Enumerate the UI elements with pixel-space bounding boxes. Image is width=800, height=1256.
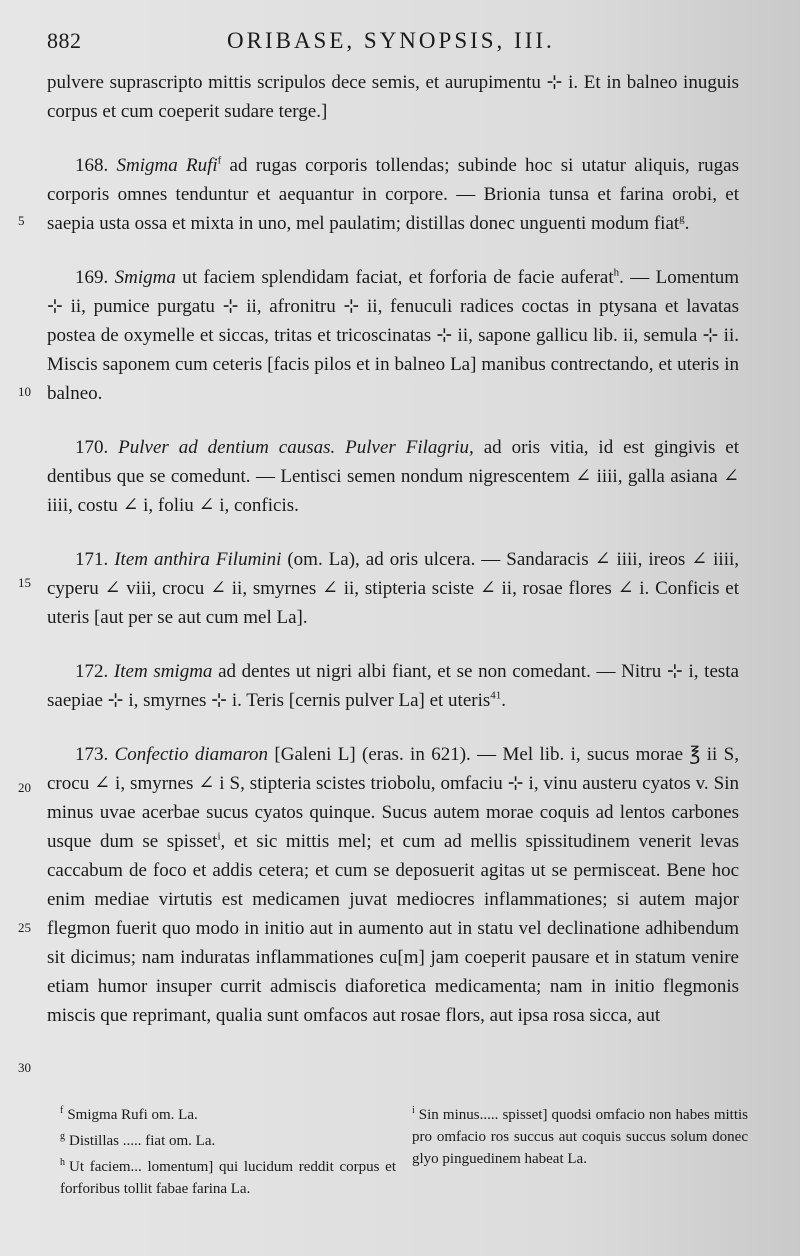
section-text-cont: . — Lomentum ⊹ ii, pumice purgatu ⊹ ii, afronitru ⊹ ii, fenuculi radices coctas in ptysana et lavatas postea de oxymelle et siccas, tritas et tricoscinatas ⊹ ii, sapone gallicu lib. ii, semula ⊹ ii. Miscis saponem cum ceteris [facis pilos et in balneo La] manibus contrectando, et uteris in balneo. (47, 267, 739, 404)
footnote-g (60, 1126, 396, 1152)
paragraph-171 (47, 545, 739, 632)
line-number-30: 30 (18, 1060, 31, 1075)
section-text-end: . (684, 213, 690, 234)
footnote-text: Distillas ..... fiat om. La. (69, 1133, 216, 1149)
paragraph-continuation: pulvere suprascripto mittis scripulos dece semis, et aurupimentu ⊹ i. Et in balneo inuguis corpus et cum coeperit sudare terge.] (47, 72, 739, 122)
section-text: ad rugas corporis tollendas; subinde hoc si utatur aliquis, rugas corporis omnes tenduntur et aequantur in corpore. — Brionia tunsa et farina orobi, et saepia usta ossa et mixta in uno, mel paulatim; distillas donec unguenti modum fiat (47, 155, 740, 234)
line-number-20: 20 (18, 780, 31, 795)
section-text: ad oris vitia, id est gingivis et dentibus que se comedunt. — Lentisci semen nondum nigrescentem ∠ iiii, galla asiana ∠ iiii, costu ∠ i, foliu ∠ i, conficis. (47, 437, 740, 516)
footnote-text: Ut faciem... lomentum] qui lucidum reddit corpus et forforibus tollit fabae farina La. (60, 1159, 396, 1197)
page-header (47, 28, 747, 62)
footnote-ref-i[interactable]: i (217, 830, 221, 843)
footnotes-right-column (412, 1100, 748, 1170)
footnote-i (412, 1100, 748, 1170)
section-text: [Galeni L] (eras. in 621). — Mel lib. i, sucus morae ℥ ii S, crocu ∠ i, smyrnes ∠ i S, stipteria scistes triobolu, omfaciu ⊹ i, vinu austeru cyatos v. Sin minus uvae acerbae sucus cyatos quinque. Sucus autem morae coquis ad lentos carbones usque dum se spisset (47, 744, 739, 852)
line-number-25: 25 (18, 920, 31, 935)
section-title: Smigma (114, 267, 176, 288)
footnote-mark: h (60, 1157, 65, 1168)
section-title: Pulver ad dentium causas. Pulver Filagriu, (118, 437, 474, 458)
section-title: Smigma Rufi (116, 155, 218, 176)
footnotes (60, 1100, 750, 1230)
paragraph-170 (47, 433, 739, 520)
page-number: 882 (47, 28, 82, 53)
section-number: 169. (75, 267, 109, 288)
footnote-text: Sin minus..... spisset] quodsi omfacio non habes mittis pro omfacio ros succus aut coquis succus solum donec glyo pinguedinem habeat La. (412, 1107, 748, 1167)
footnote-mark: i (412, 1105, 415, 1116)
line-number-5: 5 (18, 213, 25, 228)
section-number: 172. (75, 661, 109, 682)
section-number: 170. (75, 437, 109, 458)
section-text-cont: , et sic mittis mel; et cum ad mellis spissitudinem venerit levas caccabum de foco et addis cetera; et cum se deposuerit agitas ut se permisceat. Bene hoc enim mediae virtutis est medicamen juvat mediocres inflammationes; si autem major flegmon fuerit quo modo in initio aut in aumento aut in statu vel declinatione adhibendum sit dicimus; nam induratas inflammationes cu[m] jam coeperit pausare et in statum venire etiam humor insuper currit admiscis diaforetica medicamenta; nam in initio flegmonis miscis que reprimant, qualia sunt omfacos aut rosae flors, aut ipsa rosa sicca, aut (47, 831, 739, 1026)
section-text: ut faciem splendidam faciat, et forforia de facie auferat (175, 267, 614, 288)
paragraph-173 (47, 740, 739, 1030)
section-number: 173. (75, 744, 109, 765)
footnote-ref-h[interactable]: h (613, 266, 620, 279)
section-number: 168. (75, 155, 109, 176)
footnote-ref-f[interactable]: f (217, 154, 222, 167)
section-title: Confectio diamaron (114, 744, 269, 765)
section-number: 171. (75, 549, 109, 570)
section-text-end: . (501, 690, 507, 711)
paragraph-168 (47, 151, 739, 238)
running-title: ORIBASE, SYNOPSIS, III. (227, 28, 555, 53)
line-number-10: 10 (18, 384, 31, 399)
section-text: ad dentes ut nigri albi fiant, et se non comedant. — Nitru ⊹ i, testa saepiae ⊹ i, smyrnes ⊹ i. Teris [cernis pulver La] et uteris (47, 661, 739, 711)
footnote-mark: g (60, 1131, 65, 1142)
footnote-h (60, 1152, 396, 1200)
footnote-mark: f (60, 1105, 64, 1116)
footnotes-left-column (60, 1100, 396, 1200)
line-number-15: 15 (18, 575, 31, 590)
footnote-f (60, 1100, 396, 1126)
paragraph-169 (47, 263, 739, 408)
section-text: (om. La), ad oris ulcera. — Sandaracis ∠ iiii, ireos ∠ iiii, cyperu ∠ viii, crocu ∠ ii, smyrnes ∠ ii, stipteria sciste ∠ ii, rosae flores ∠ i. Conficis et uteris [aut per se aut cum mel La]. (47, 549, 739, 628)
paragraph-172 (47, 657, 739, 715)
footnote-ref-g[interactable]: g (679, 212, 685, 225)
main-text (47, 68, 739, 1030)
footnote-ref-41[interactable]: 41 (490, 689, 502, 702)
section-title: Item anthira Filumini (114, 549, 282, 570)
section-title: Item smigma (113, 661, 213, 682)
footnote-text: Smigma Rufi om. La. (67, 1107, 198, 1123)
